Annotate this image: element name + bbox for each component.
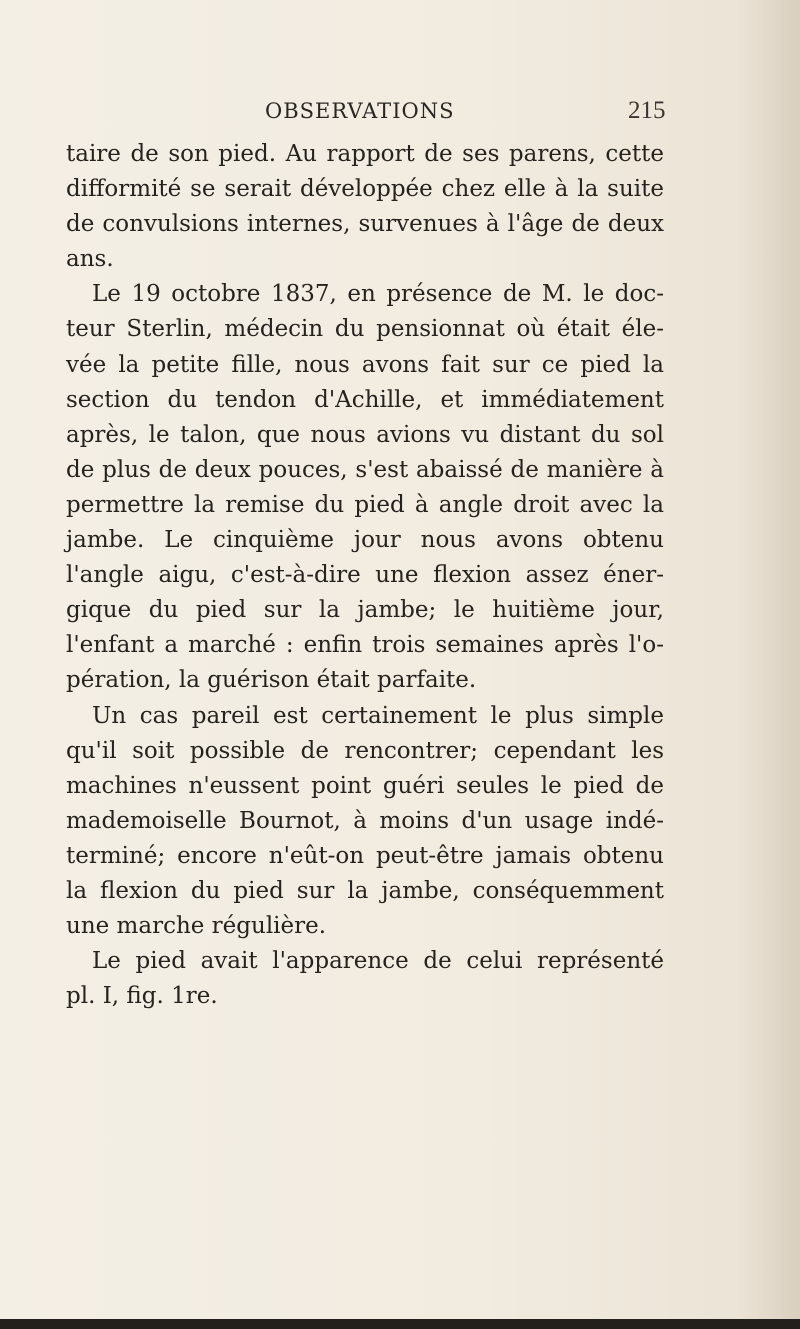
page-number: 215 xyxy=(628,97,666,124)
text-line: de plus de deux pouces, s'est abaissé de manière à xyxy=(66,456,664,483)
text-line: gique du pied sur la jambe; le huitième jour, xyxy=(66,597,664,624)
text-line: pl. I, fig. 1re. xyxy=(66,983,218,1010)
text-line: vée la petite fille, nous avons fait sur ce pied la xyxy=(66,351,664,378)
text-line: jambe. Le cinquième jour nous avons obtenu xyxy=(66,527,664,554)
text-line: la flexion du pied sur la jambe, conséquemment xyxy=(66,877,664,904)
text-line: Le pied avait l'apparence de celui représenté xyxy=(92,948,664,975)
text-line: l'angle aigu, c'est-à-dire une flexion assez éner- xyxy=(66,562,664,589)
text-line: mademoiselle Bournot, à moins d'un usage indé- xyxy=(66,807,664,834)
text-line: terminé; encore n'eût-on peut-être jamais obtenu xyxy=(66,842,664,869)
text-line: de convulsions internes, survenues à l'âge de deux xyxy=(66,211,664,238)
text-line: permettre la remise du pied à angle droit avec la xyxy=(66,491,664,518)
page-header xyxy=(0,95,800,129)
text-line: Un cas pareil est certainement le plus simple xyxy=(92,702,664,729)
text-line: section du tendon d'Achille, et immédiatement xyxy=(66,386,664,413)
text-line: l'enfant a marché : enfin trois semaines après l'o- xyxy=(66,632,664,659)
text-line: pération, la guérison était parfaite. xyxy=(66,667,477,694)
body-text xyxy=(66,137,664,1014)
text-line: difformité se serait développée chez elle à la suite xyxy=(66,176,664,203)
text-line: une marche régulière. xyxy=(66,913,327,940)
text-line: taire de son pied. Au rapport de ses parens, cette xyxy=(66,141,664,167)
bottom-edge-rule xyxy=(0,1319,800,1329)
text-line: Le 19 octobre 1837, en présence de M. le doc- xyxy=(92,281,664,308)
text-line: teur Sterlin, médecin du pensionnat où était éle- xyxy=(66,316,664,343)
text-line: machines n'eussent point guéri seules le pied de xyxy=(66,772,664,799)
text-line: ans. xyxy=(66,246,114,273)
text-line: qu'il soit possible de rencontrer; cependant les xyxy=(66,737,664,764)
text-line: après, le talon, que nous avions vu distant du sol xyxy=(66,421,664,448)
running-head: OBSERVATIONS xyxy=(265,99,455,123)
